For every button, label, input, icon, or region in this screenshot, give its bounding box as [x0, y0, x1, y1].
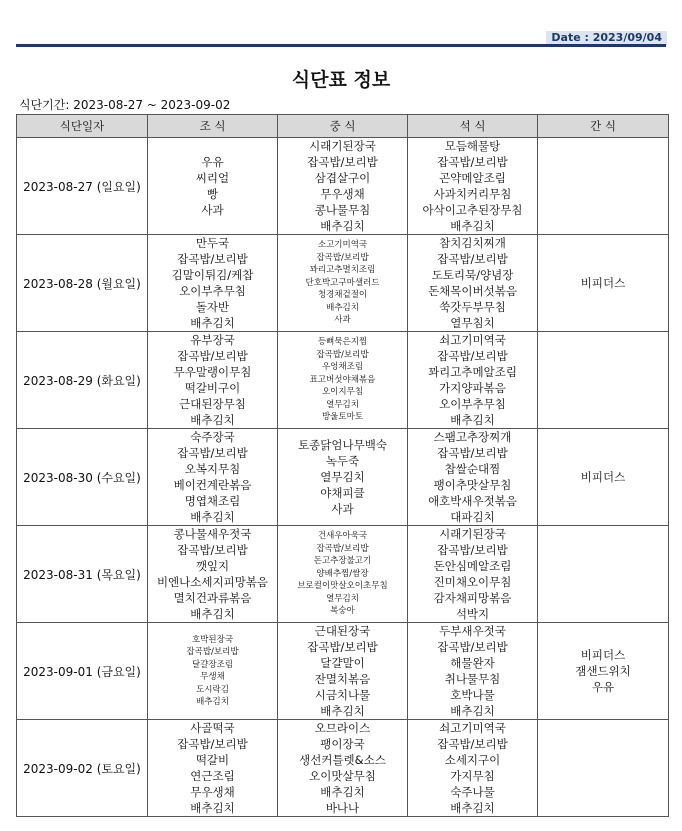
lunch-item: 방울토마토: [321, 412, 364, 423]
snack-item: 잼샌드위치: [575, 664, 631, 678]
dinner-item: 잡곡밥/보리밥: [437, 543, 508, 557]
dinner-item: 열무침치: [450, 316, 495, 330]
page-title: 식단표 정보: [291, 69, 391, 91]
lunch-cell: [278, 235, 408, 332]
dinner-item: 대파김치: [450, 510, 495, 524]
meal-date: 2023-08-29 (화요일): [17, 332, 148, 429]
breakfast-item: 빵: [206, 187, 219, 201]
lunch-item: 꽈리고추멸치조림: [309, 265, 376, 276]
lunch-item: 양배추찜/쌈장: [316, 568, 369, 579]
snack-item: 비피더스: [580, 648, 626, 662]
lunch-item: 사과: [331, 502, 354, 516]
snack-cell: [538, 138, 669, 235]
dinner-item: 사과치커리무침: [433, 187, 512, 201]
table-row: [17, 429, 669, 526]
dinner-cell: [408, 720, 538, 817]
table-row: [17, 720, 669, 817]
breakfast-item: 배추김치: [190, 413, 235, 427]
dinner-cell: [408, 526, 538, 623]
lunch-item: 삼겹살구이: [314, 171, 371, 185]
dinner-item: 모듬해물탕: [444, 139, 501, 153]
breakfast-item: 오복지무침: [184, 462, 241, 476]
breakfast-item: 비엔나소세지피망볶음: [156, 575, 269, 589]
dinner-item: 잡곡밥/보리밥: [437, 252, 508, 266]
dinner-item: 잡곡밥/보리밥: [437, 640, 508, 654]
breakfast-item: 배추김치: [190, 607, 235, 621]
lunch-item: 잡곡밥/보리밥: [316, 349, 369, 360]
breakfast-item: 근대된장무침: [179, 397, 246, 411]
breakfast-item: 오이부추무침: [179, 284, 246, 298]
dinner-item: 찹쌀순대찜: [444, 462, 501, 476]
dinner-item: 애호박새우젓볶음: [428, 494, 517, 508]
lunch-cell: [278, 138, 408, 235]
lunch-item: 바나나: [325, 801, 360, 815]
lunch-item: 배추김치: [320, 704, 365, 718]
breakfast-item: 잡곡밥/보리밥: [177, 349, 248, 363]
table-row: [17, 138, 669, 235]
lunch-cell: [278, 526, 408, 623]
meal-date: 2023-09-01 (금요일): [17, 623, 148, 720]
snack-cell: [538, 720, 669, 817]
breakfast-item: 배추김치: [190, 801, 235, 815]
lunch-item: 건새우아욱국: [317, 531, 368, 542]
breakfast-item: 우유: [201, 155, 224, 169]
dinner-item: 해물완자: [450, 656, 495, 670]
column-header-lunch: 중 식: [278, 115, 408, 138]
breakfast-cell: [148, 235, 278, 332]
header-divider: [16, 44, 666, 47]
breakfast-cell: [148, 332, 278, 429]
lunch-item: 오이맛살무침: [309, 769, 376, 783]
breakfast-item: 배추김치: [190, 510, 235, 524]
breakfast-cell: [148, 720, 278, 817]
lunch-item: 오므라이스: [314, 721, 371, 735]
lunch-item: 팽이장국: [320, 737, 365, 751]
dinner-cell: [408, 429, 538, 526]
lunch-cell: [278, 332, 408, 429]
breakfast-cell: [148, 623, 278, 720]
dinner-item: 아삭이고추된장무침: [422, 203, 523, 217]
dinner-item: 두부새우젓국: [439, 624, 506, 638]
lunch-item: 잡곡밥/보리밥: [307, 640, 378, 654]
dinner-item: 도토리묵/양념장: [431, 268, 514, 282]
snack-cell: [538, 429, 669, 526]
breakfast-item: 베이컨계란볶음: [173, 478, 252, 492]
breakfast-item: 호박된장국: [191, 634, 234, 645]
meal-date: 2023-09-02 (토요일): [17, 720, 148, 817]
lunch-item: 우엉채조림: [321, 362, 364, 373]
meal-date: 2023-08-27 (일요일): [17, 138, 148, 235]
lunch-item: 잔멸치볶음: [314, 672, 371, 686]
snack-cell: [538, 235, 669, 332]
lunch-item: 잡곡밥/보리밥: [316, 543, 369, 554]
lunch-item: 토종닭엄나무백숙: [298, 438, 387, 452]
dinner-item: 스팸고추장찌개: [433, 430, 512, 444]
dinner-item: 가지양파볶음: [439, 381, 506, 395]
breakfast-item: 무우말랭이무침: [173, 365, 252, 379]
meal-date: 2023-08-28 (월요일): [17, 235, 148, 332]
dinner-item: 호박나물: [450, 688, 495, 702]
table-body: [17, 138, 669, 817]
lunch-item: 잡곡밥/보리밥: [316, 252, 369, 263]
breakfast-item: 무우생채: [190, 785, 235, 799]
dinner-item: 잡곡밥/보리밥: [437, 737, 508, 751]
dinner-cell: [408, 138, 538, 235]
breakfast-cell: [148, 138, 278, 235]
lunch-cell: [278, 429, 408, 526]
lunch-item: 생선커틀렛&소스: [299, 753, 386, 767]
breakfast-item: 사과: [201, 203, 224, 217]
lunch-item: 열무김치: [326, 399, 359, 410]
dinner-item: 시래기된장국: [439, 527, 506, 541]
breakfast-item: 떡갈비: [195, 753, 230, 767]
column-header-date: 식단일자: [17, 115, 148, 138]
dinner-item: 감자채피망볶음: [433, 591, 512, 605]
lunch-item: 녹두죽: [325, 454, 360, 468]
report-date-badge: Date : 2023/09/04: [546, 31, 667, 45]
lunch-item: 잡곡밥/보리밥: [307, 155, 378, 169]
breakfast-item: 잡곡밥/보리밥: [177, 252, 248, 266]
breakfast-item: 배추김치: [190, 316, 235, 330]
dinner-item: 배추김치: [450, 219, 495, 233]
breakfast-item: 떡갈비구이: [184, 381, 241, 395]
breakfast-item: 멸치건과류볶음: [173, 591, 252, 605]
breakfast-item: 씨리얼: [195, 171, 230, 185]
breakfast-item: 깻잎지: [195, 559, 230, 573]
snack-item: 비피더스: [580, 470, 626, 484]
snack-cell: [538, 332, 669, 429]
breakfast-item: 잡곡밥/보리밥: [177, 543, 248, 557]
breakfast-item: 만두국: [195, 236, 230, 250]
dinner-cell: [408, 235, 538, 332]
breakfast-cell: [148, 526, 278, 623]
dinner-item: 잡곡밥/보리밥: [437, 349, 508, 363]
breakfast-item: 숙주장국: [190, 430, 235, 444]
snack-item: 비피더스: [580, 276, 626, 290]
lunch-item: 등뼈묵은지찜: [317, 337, 368, 348]
breakfast-item: 사골떡국: [190, 721, 235, 735]
dinner-item: 배추김치: [450, 704, 495, 718]
lunch-item: 배추김치: [320, 219, 365, 233]
lunch-item: 단호박고구마샐러드: [305, 277, 380, 288]
breakfast-item: 유부장국: [190, 333, 235, 347]
lunch-item: 청경채겉절이: [317, 290, 368, 301]
breakfast-item: 달걀장조림: [191, 659, 234, 670]
dinner-item: 석박지: [455, 607, 490, 621]
lunch-item: 달걀말이: [320, 656, 365, 670]
breakfast-item: 배추김치: [196, 697, 229, 707]
dinner-item: 가지무침: [450, 769, 495, 783]
snack-cell: [538, 526, 669, 623]
lunch-item: 돈고추장불고기: [313, 556, 372, 567]
table-header-row: [17, 115, 669, 138]
lunch-cell: [278, 623, 408, 720]
breakfast-item: 연근조림: [190, 769, 235, 783]
dinner-item: 소세지구이: [444, 753, 501, 767]
breakfast-item: 돌자반: [195, 300, 230, 314]
dinner-cell: [408, 332, 538, 429]
lunch-item: 열무김치: [326, 593, 359, 604]
dinner-item: 오이부추무침: [439, 397, 506, 411]
table-row: [17, 235, 669, 332]
meal-date: 2023-08-31 (목요일): [17, 526, 148, 623]
snack-item: 우유: [591, 680, 615, 694]
table-row: [17, 332, 669, 429]
breakfast-item: 잡곡밥/보리밥: [186, 647, 239, 657]
dinner-item: 잡곡밥/보리밥: [437, 155, 508, 169]
dinner-item: 돈안심메알조림: [433, 559, 512, 573]
dinner-item: 쇠고기미역국: [439, 721, 506, 735]
lunch-item: 배추김치: [326, 302, 359, 313]
lunch-item: 시래기된장국: [309, 139, 376, 153]
dinner-cell: [408, 623, 538, 720]
dinner-item: 곤약메알조림: [439, 171, 506, 185]
breakfast-item: 잡곡밥/보리밥: [177, 737, 248, 751]
dinner-item: 배추김치: [450, 801, 495, 815]
dinner-item: 돈채목이버섯볶음: [428, 284, 517, 298]
breakfast-item: 김말이튀김/케찹: [171, 268, 254, 282]
lunch-item: 콩나물무침: [314, 203, 371, 217]
lunch-item: 사과: [334, 315, 351, 326]
breakfast-item: 잡곡밥/보리밥: [177, 446, 248, 460]
snack-cell: [538, 623, 669, 720]
dinner-item: 쑥갓두부무침: [439, 300, 506, 314]
breakfast-cell: [148, 429, 278, 526]
lunch-item: 소고기미역국: [317, 240, 368, 251]
table-row: [17, 526, 669, 623]
column-header-breakfast: 조 식: [148, 115, 278, 138]
lunch-item: 브로컬이맛살오이초무침: [297, 581, 388, 592]
column-header-snack: 간 식: [538, 115, 669, 138]
dinner-item: 쇠고기미역국: [439, 333, 506, 347]
dinner-item: 배추김치: [450, 413, 495, 427]
lunch-cell: [278, 720, 408, 817]
dinner-item: 참치김치찌개: [439, 236, 506, 250]
lunch-item: 근대된장국: [314, 624, 371, 638]
lunch-item: 무우생채: [320, 187, 365, 201]
dinner-item: 잡곡밥/보리밥: [437, 446, 508, 460]
lunch-item: 야채피클: [320, 486, 365, 500]
lunch-item: 표고버섯야채볶음: [309, 374, 376, 385]
dinner-item: 진미채오이무침: [433, 575, 512, 589]
lunch-item: 복숭아: [330, 606, 355, 617]
breakfast-item: 명엽채조림: [184, 494, 241, 508]
menu-period: 식단기간: 2023-08-27 ~ 2023-09-02: [19, 98, 231, 112]
dinner-item: 취나물무침: [444, 672, 501, 686]
meal-date: 2023-08-30 (수요일): [17, 429, 148, 526]
column-header-dinner: 석 식: [408, 115, 538, 138]
lunch-item: 배추김치: [320, 785, 365, 799]
dinner-item: 숙주나물: [450, 785, 495, 799]
lunch-item: 열무김치: [320, 470, 365, 484]
breakfast-item: 도시락김: [196, 684, 229, 695]
table-row: [17, 623, 669, 720]
breakfast-item: 콩나물새우젓국: [173, 527, 252, 541]
breakfast-item: 무생채: [200, 672, 225, 682]
lunch-item: 시금치나물: [314, 688, 371, 702]
meal-plan-table: [16, 114, 669, 817]
lunch-item: 오이지무침: [321, 387, 364, 398]
dinner-item: 꽈리고추메알조림: [428, 365, 517, 379]
dinner-item: 팽이추맛살무침: [433, 478, 512, 492]
